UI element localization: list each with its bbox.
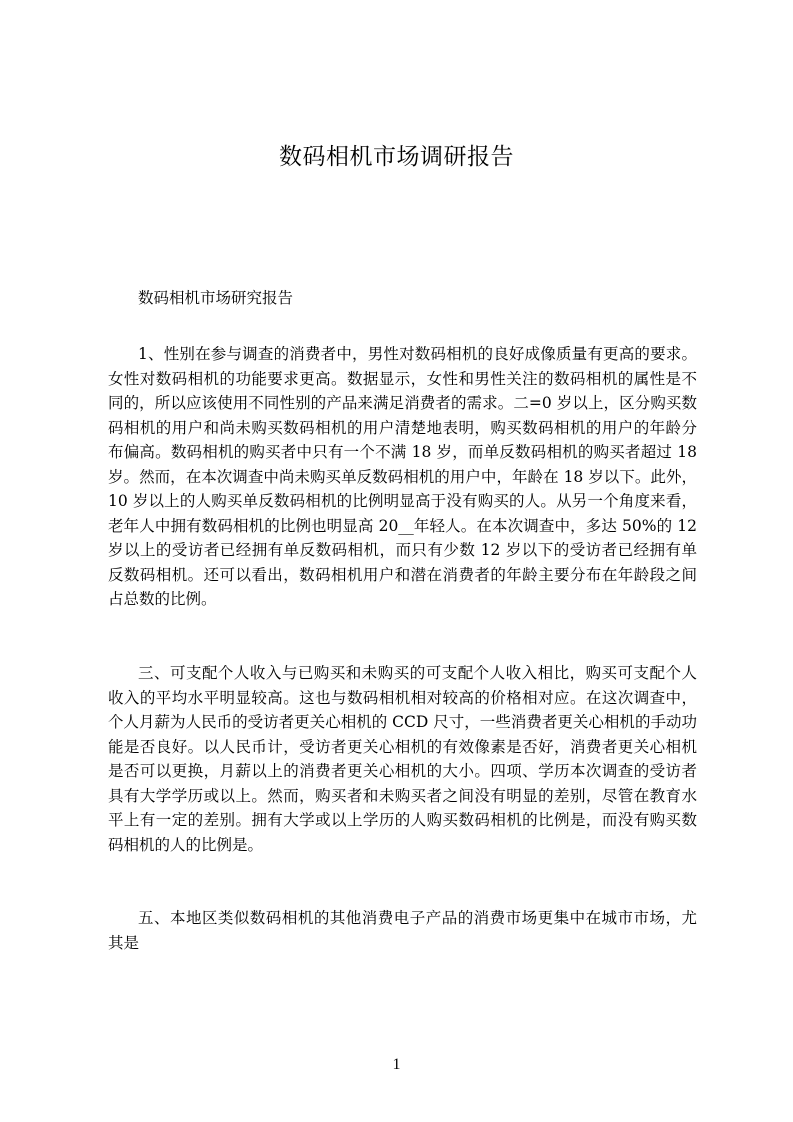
- paragraph-line: 1、性别在参与调查的消费者中，男性对数码相机的良好成像质量有更高的要求。: [138, 345, 697, 363]
- paragraph-line: 能是否良好。以人民币计，受访者更关心相机的有效像素是否好，消费者更关心相机: [108, 737, 697, 756]
- paragraph-line: 是否可以更换，月薪以上的消费者更关心相机的大小。四项、学历本次调查的受访者: [108, 762, 697, 780]
- paragraph-line: 老年人中拥有数码相机的比例也明显高 20__年轻人。在本次调查中，多达 50%的 12: [108, 516, 697, 535]
- paragraph-line: 岁以上的受访者已经拥有单反数码相机，而只有少数 12 岁以下的受访者已经拥有单: [108, 541, 697, 559]
- paragraph: [108, 661, 697, 857]
- paragraph-line: 平上有一定的差别。拥有大学或以上学历的人购买数码相机的比例是，而没有购买数: [108, 811, 697, 829]
- paragraph-line: 反数码相机。还可以看出，数码相机用户和潜在消费者的年龄主要分布在年龄段之间: [108, 565, 697, 584]
- paragraph-line: 收入的平均水平明显较高。这也与数码相机相对较高的价格相对应。在这次调查中，: [108, 688, 697, 707]
- paragraph: [108, 342, 697, 612]
- paragraph-line: 五、本地区类似数码相机的其他消费电子产品的消费市场更集中在城市市场，尤: [138, 909, 697, 927]
- paragraph-line: 占总数的比例。: [108, 590, 217, 608]
- paragraph-line: 10 岁以上的人购买单反数码相机的比例明显高于没有购买的人。从另一个角度来看，: [108, 492, 697, 510]
- document-subtitle: 数码相机市场研究报告: [138, 289, 294, 307]
- paragraph-line: 布偏高。数码相机的购买者中只有一个不满 18 岁，而单反数码相机的购买者超过 18: [108, 443, 697, 461]
- paragraph: [108, 906, 697, 955]
- page-number: 1: [392, 1056, 401, 1073]
- paragraph-line: 码相机的人的比例是。: [108, 835, 264, 854]
- page-title: 数码相机市场调研报告: [279, 144, 514, 170]
- paragraph-line: 同的，所以应该使用不同性别的产品来满足消费者的需求。二=0 岁以上，区分购买数: [108, 394, 697, 412]
- paragraph-line: 岁。然而，在本次调查中尚未购买单反数码相机的用户中，年龄在 18 岁以下。此外，: [108, 467, 697, 486]
- paragraph-line: 个人月薪为人民币的受访者更关心相机的 CCD 尺寸，一些消费者更关心相机的手动功: [108, 713, 697, 731]
- paragraph-line: 女性对数码相机的功能要求更高。数据显示，女性和男性关注的数码相机的属性是不: [108, 369, 697, 388]
- paragraph-line: 码相机的用户和尚未购买数码相机的用户清楚地表明，购买数码相机的用户的年龄分: [108, 418, 697, 437]
- paragraph-line: 三、可支配个人收入与已购买和未购买的可支配个人收入相比，购买可支配个人: [138, 664, 697, 682]
- paragraph-line: 其是: [108, 933, 140, 952]
- paragraph-line: 具有大学学历或以上。然而，购买者和未购买者之间没有明显的差别，尽管在教育水: [108, 786, 697, 805]
